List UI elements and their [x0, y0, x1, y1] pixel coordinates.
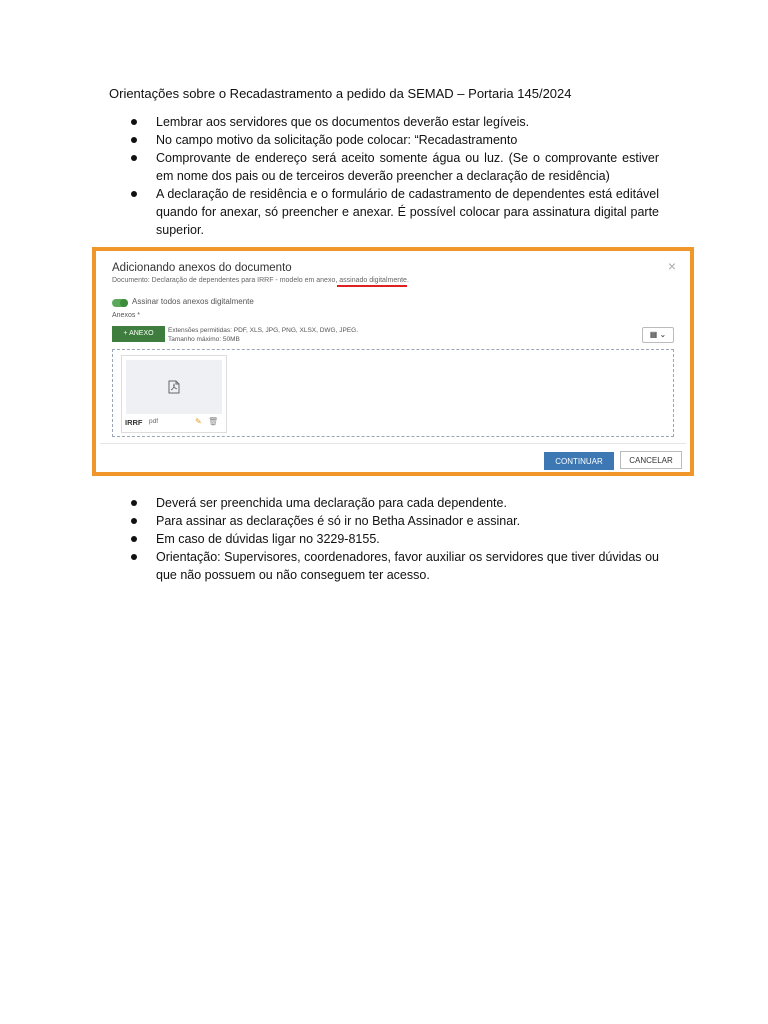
- list-item-text: Lembrar aos servidores que os documentos deverão estar legíveis.: [156, 115, 530, 129]
- instructions-list-bottom: [109, 494, 659, 584]
- list-item: [109, 185, 659, 239]
- file-info: [168, 326, 358, 344]
- dialog-subtitle: [112, 277, 409, 284]
- continue-button[interactable]: CONTINUAR: [544, 452, 614, 470]
- list-item-text: Deverá ser preenchida uma declaração para cada dependente.: [156, 496, 507, 510]
- bullet-icon: [131, 500, 137, 506]
- list-item: [109, 131, 659, 149]
- dialog-divider: [100, 443, 686, 444]
- edit-icon[interactable]: ✎: [195, 417, 202, 426]
- anexos-label: Anexos *: [112, 312, 141, 319]
- allowed-extensions: Extensões permitidas: PDF, XLS, JPG, PNG, XLSX, DWG, JPEG.: [168, 327, 359, 334]
- sign-all-toggle[interactable]: [112, 299, 128, 307]
- bullet-icon: [131, 554, 137, 560]
- list-item: [109, 149, 659, 185]
- attachment-card[interactable]: [121, 355, 227, 433]
- sign-all-label: Assinar todos anexos digitalmente: [132, 297, 254, 306]
- list-item-text: Orientação: Supervisores, coordenadores, favor auxiliar os servidores que tiver dúvidas ou que não possuem ou não conseguem ter acesso.: [156, 550, 659, 582]
- bullet-icon: [131, 536, 137, 542]
- dialog-subtitle-text: Documento: Declaração de dependentes para IRRF - modelo em anexo,: [112, 277, 338, 284]
- attachment-extension: pdf: [149, 418, 159, 425]
- list-item: [109, 113, 659, 131]
- attachment-name: IRRF: [125, 418, 143, 427]
- bullet-icon: [131, 155, 137, 161]
- list-item: [109, 548, 659, 584]
- bullet-icon: [131, 137, 137, 143]
- list-item-text: No campo motivo da solicitação pode colocar: “Recadastramento: [156, 133, 518, 147]
- attachments-dropzone[interactable]: [112, 349, 674, 437]
- close-icon[interactable]: ×: [667, 258, 676, 274]
- embedded-screenshot-frame: [92, 247, 694, 476]
- bullet-icon: [131, 518, 137, 524]
- dialog-title: Adicionando anexos do documento: [112, 262, 292, 274]
- attachments-dialog: [100, 255, 686, 468]
- list-item: [109, 494, 659, 512]
- bullet-icon: [131, 191, 137, 197]
- dialog-subtitle-end: .: [406, 277, 409, 284]
- list-item-text: Para assinar as declarações é só ir no Betha Assinador e assinar.: [156, 514, 521, 528]
- cancel-button[interactable]: CANCELAR: [620, 451, 682, 469]
- page-title: Orientações sobre o Recadastramento a pedido da SEMAD – Portaria 145/2024: [109, 86, 572, 101]
- list-item: [109, 530, 659, 548]
- max-file-size: Tamanho máximo: 50MB: [168, 336, 240, 343]
- list-item-text: Comprovante de endereço será aceito somente água ou luz. (Se o comprovante estiver em nome dos pais ou de terceiros deverão preencher a declaração de residência): [156, 151, 659, 183]
- bullet-icon: [131, 119, 137, 125]
- add-attachment-button[interactable]: + ANEXO: [112, 326, 165, 342]
- pdf-file-icon: [168, 380, 180, 394]
- file-thumbnail: [126, 360, 222, 414]
- dialog-subtitle-highlight: assinado digitalmente: [337, 277, 407, 284]
- trash-icon[interactable]: 🗑: [208, 417, 219, 426]
- list-item: [109, 512, 659, 530]
- list-item-text: A declaração de residência e o formulário de cadastramento de dependentes está editável quando for anexar, só preencher e anexar. É possível colocar para assinatura digital parte superior.: [156, 187, 659, 237]
- grid-view-icon[interactable]: ▦ ⌄: [642, 327, 674, 343]
- list-item-text: Em caso de dúvidas ligar no 3229-8155.: [156, 532, 380, 546]
- instructions-list-top: [109, 113, 659, 239]
